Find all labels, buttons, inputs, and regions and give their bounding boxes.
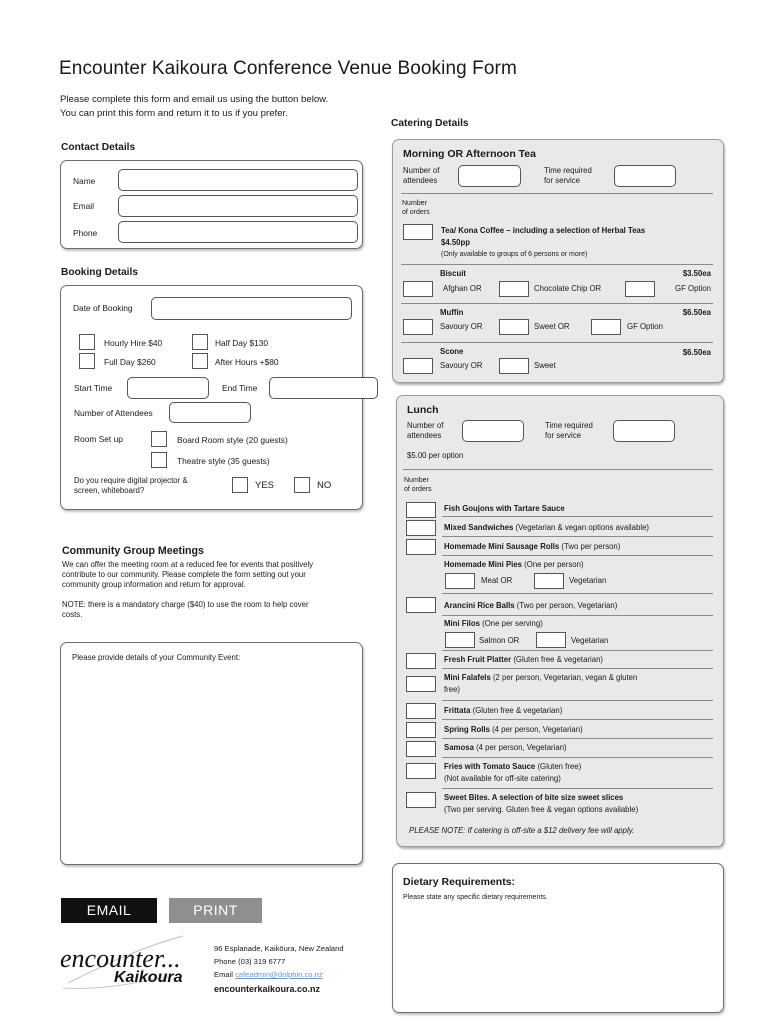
pies-name: Homemade Mini Pies [444,560,522,569]
fries-name: Fries with Tomato Sauce [444,762,536,771]
fruit-platter-name: Fresh Fruit Platter [444,655,512,664]
fries-item [444,762,581,784]
falafels-name: Mini Falafels [444,673,491,682]
muffin-price: $6.50ea [682,308,711,317]
fruit-platter-item [444,655,603,665]
frittata-desc: (Gluten free & vegetarian) [470,706,563,715]
half-day-label: Half Day $130 [215,338,269,348]
date-label: Date of Booking [73,303,133,313]
morning-time-1: Time required [544,166,592,175]
filos-item [444,619,543,629]
pies-veg-label: Vegetarian [569,576,607,585]
phone-line: Phone (03) 319 6777 [214,957,286,966]
muffin-label: Muffin [440,308,464,317]
biscuit-gf-label: GF Option [675,284,711,293]
dietary-prompt: Please state any specific dietary requirements. [403,894,548,901]
morning-tea-heading: Morning OR Afternoon Tea [403,148,536,160]
morning-orders-1: Number [402,200,427,207]
fruit-platter-qty[interactable] [406,653,436,669]
phone-label: Phone [73,228,98,238]
divider [442,555,713,556]
filos-veg-qty[interactable] [536,632,566,648]
sausage-rolls-name: Homemade Mini Sausage Rolls [444,542,560,551]
lunch-heading: Lunch [407,404,439,416]
sandwiches-qty[interactable] [406,520,436,536]
phone-field[interactable] [118,221,358,243]
pies-meat-qty[interactable] [445,573,475,589]
pies-veg-qty[interactable] [534,573,564,589]
samosa-item [444,743,567,753]
tea-coffee-price: $4.50pp [441,238,471,247]
falafels-desc-2: free) [444,685,461,694]
divider [442,700,713,701]
divider [442,738,713,739]
name-label: Name [73,176,96,186]
lunch-attendees-2: attendees [407,431,442,440]
projector-question [74,476,188,496]
pies-item [444,560,584,570]
divider [442,668,713,669]
muffin-savoury-qty[interactable] [403,319,433,335]
sausage-rolls-qty[interactable] [406,539,436,555]
spring-rolls-qty[interactable] [406,722,436,738]
pies-meat-label: Meat OR [481,576,513,585]
intro-text [60,93,328,121]
choc-chip-qty[interactable] [499,281,529,297]
fish-goujons-item [444,504,565,514]
end-time-label: End Time [222,383,258,393]
attendees-field[interactable] [169,402,251,423]
email-prefix: Email [214,970,233,979]
attendees-label: Number of Attendees [74,408,153,418]
arancini-name: Arancini Rice Balls [444,601,515,610]
pies-desc: (One per person) [522,560,584,569]
lunch-time-label [545,421,593,441]
projector-no-label: NO [317,480,332,491]
catering-heading: Catering Details [391,118,469,129]
scone-sweet-qty[interactable] [499,358,529,374]
sandwiches-desc: (Vegetarian & vegan options available) [513,523,649,532]
choc-chip-label: Chocolate Chip OR [534,284,602,293]
lunch-price: $5.00 per option [407,451,464,460]
morning-attendees-1: Number of [403,166,440,175]
lunch-time-2: for service [545,431,581,440]
end-time-field[interactable] [269,377,378,399]
community-heading: Community Group Meetings [62,545,204,557]
afghan-qty[interactable] [403,281,433,297]
spring-rolls-item [444,725,583,735]
scone-savoury-label: Savoury OR [440,361,483,370]
divider [401,193,713,194]
lunch-panel [396,395,724,847]
dietary-heading: Dietary Requirements: [403,876,516,888]
frittata-name: Frittata [444,706,471,715]
lunch-attendees-field[interactable] [462,420,524,442]
name-field[interactable] [118,169,358,191]
theatre-label: Theatre style (35 guests) [177,456,270,466]
full-day-checkbox[interactable] [79,353,95,369]
start-time-label: Start Time [74,383,113,393]
community-text [62,560,313,590]
date-field[interactable] [151,297,352,320]
samosa-desc: (4 per person, Vegetarian) [473,743,567,752]
community-text-3: community group information and return for approval. [62,580,246,589]
divider [442,615,713,616]
email-link[interactable]: cafeadmin@dolphin.co.nz [235,970,323,979]
print-button[interactable]: PRINT [169,898,262,923]
projector-yes-checkbox[interactable] [232,477,248,493]
lunch-time-field[interactable] [613,420,675,442]
intro-line-2: You can print this form and return it to us if you prefer. [60,108,288,119]
theatre-checkbox[interactable] [151,452,167,468]
sweet-bites-note: (Two per serving. Gluten free & vegan options available) [444,805,639,814]
sweet-bites-name: Sweet Bites. A selection of bite size sweet slices [444,793,624,802]
lunch-time-1: Time required [545,421,593,430]
lunch-attendees-label [407,421,443,441]
samosa-name: Samosa [444,743,474,752]
frittata-item [444,706,562,716]
logo-encounter: encounter... [60,944,181,973]
start-time-field[interactable] [127,377,209,399]
fries-note: (Not available for off-site catering) [444,774,561,783]
scone-price: $6.50ea [682,348,711,357]
divider [403,469,713,470]
email-line [214,968,344,981]
projector-yes-label: YES [255,480,275,491]
room-setup-label: Room Set up [74,434,123,444]
sausage-rolls-item [444,542,620,552]
tea-coffee-name: Tea/ Kona Coffee – including a selection of Herbal Teas [441,226,646,235]
falafels-qty[interactable] [406,676,436,692]
lunch-orders-label [404,476,432,494]
after-hours-label: After Hours +$80 [215,357,279,367]
footer-address [214,942,344,996]
muffin-sweet-label: Sweet OR [534,322,570,331]
sandwiches-name: Mixed Sandwiches [444,523,514,532]
divider [442,757,713,758]
divider [442,516,713,517]
filos-veg-label: Vegetarian [571,636,609,645]
frittata-qty[interactable] [406,703,436,719]
half-day-checkbox[interactable] [192,334,208,350]
filos-salmon-label: Salmon OR [479,636,520,645]
community-event-textarea[interactable] [60,642,363,865]
booking-heading: Booking Details [61,267,138,278]
morning-attendees-label [403,166,439,186]
community-text-2: contribute to our community. Please complete the form setting out your [62,570,306,579]
hourly-label: Hourly Hire $40 [104,338,163,348]
muffin-sweet-qty[interactable] [499,319,529,335]
fish-goujons-name: Fish Goujons with Tartare Sauce [444,504,565,513]
dietary-textarea[interactable] [392,863,724,1013]
biscuit-price: $3.50ea [682,269,711,278]
samosa-qty[interactable] [406,741,436,757]
divider [442,593,713,594]
filos-desc: (One per serving) [479,619,543,628]
logo-kaikoura: Kaikoura [114,969,183,986]
fish-goujons-qty[interactable] [406,502,436,518]
filos-salmon-qty[interactable] [445,632,475,648]
community-note-1: NOTE: there is a mandatory charge ($40) to use the room to help cover [62,600,309,609]
board-room-label: Board Room style (20 guests) [177,435,288,445]
email-label: Email [73,201,94,211]
biscuit-gf-qty[interactable] [625,281,655,297]
fries-desc: (Gluten free) [535,762,582,771]
arancini-desc: (Two per person, Vegetarian) [514,601,618,610]
tea-coffee-item [441,226,645,259]
divider [401,342,713,343]
projector-no-checkbox[interactable] [294,477,310,493]
tea-coffee-note: (Only available to groups of 6 persons or more) [441,251,588,258]
divider [442,536,713,537]
address-line: 96 Esplanade, Kaikōura, New Zealand [214,944,344,953]
after-hours-checkbox[interactable] [192,353,208,369]
muffin-gf-qty[interactable] [591,319,621,335]
scone-savoury-qty[interactable] [403,358,433,374]
fries-qty[interactable] [406,763,436,779]
divider [442,719,713,720]
morning-time-field[interactable] [614,165,676,187]
contact-panel [60,160,363,249]
arancini-item [444,601,617,611]
sweet-bites-qty[interactable] [406,792,436,808]
fruit-platter-desc: (Gluten free & vegetarian) [511,655,604,664]
lunch-orders-2: of orders [404,486,432,493]
afghan-label: Afghan OR [443,284,482,293]
lunch-orders-1: Number [404,477,429,484]
page-title: Encounter Kaikoura Conference Venue Booking Form [59,58,517,79]
biscuit-label: Biscuit [440,269,466,278]
full-day-label: Full Day $260 [104,357,156,367]
divider [442,650,713,651]
hourly-checkbox[interactable] [79,334,95,350]
community-note-2: costs. [62,610,83,619]
community-note [62,600,309,620]
scone-label: Scone [440,347,464,356]
falafels-item [444,673,637,695]
muffin-gf-label: GF Option [627,322,663,331]
contact-heading: Contact Details [61,142,136,153]
booking-panel [60,285,363,510]
projector-question-line-2: screen, whiteboard? [74,486,145,495]
sweet-bites-item [444,793,638,815]
board-room-checkbox[interactable] [151,431,167,447]
filos-name: Mini Filos [444,619,480,628]
divider [442,788,713,789]
morning-orders-2: of orders [402,209,430,216]
morning-time-label [544,166,592,186]
delivery-note: PLEASE NOTE: If catering is off-site a $12 delivery fee will apply. [409,826,635,835]
morning-tea-panel [392,139,724,383]
community-event-label: Please provide details of your Community Event: [72,653,241,662]
spring-rolls-name: Spring Rolls [444,725,490,734]
morning-time-2: for service [544,176,580,185]
email-button[interactable]: EMAIL [61,898,157,923]
projector-question-line-1: Do you require digital projector & [74,476,188,485]
sandwiches-item [444,523,649,533]
divider [401,264,713,265]
divider [401,303,713,304]
arancini-qty[interactable] [406,597,436,613]
intro-line-1: Please complete this form and email us using the button below. [60,94,329,105]
morning-attendees-2: attendees [403,176,438,185]
community-text-1: We can offer the meeting room at a reduced fee for events that positively [62,560,314,569]
tea-coffee-qty[interactable] [403,224,433,240]
email-field[interactable] [118,195,358,217]
spring-rolls-desc: (4 per person, Vegetarian) [489,725,583,734]
morning-attendees-field[interactable] [458,165,521,187]
website-link[interactable]: encounterkaikoura.co.nz [214,984,321,994]
muffin-savoury-label: Savoury OR [440,322,483,331]
falafels-desc: (2 per person, Vegetarian, vegan & gluten [490,673,638,682]
lunch-attendees-1: Number of [407,421,444,430]
sausage-rolls-desc: (Two per person) [559,542,621,551]
scone-sweet-label: Sweet [534,361,556,370]
morning-orders-label [402,199,430,217]
